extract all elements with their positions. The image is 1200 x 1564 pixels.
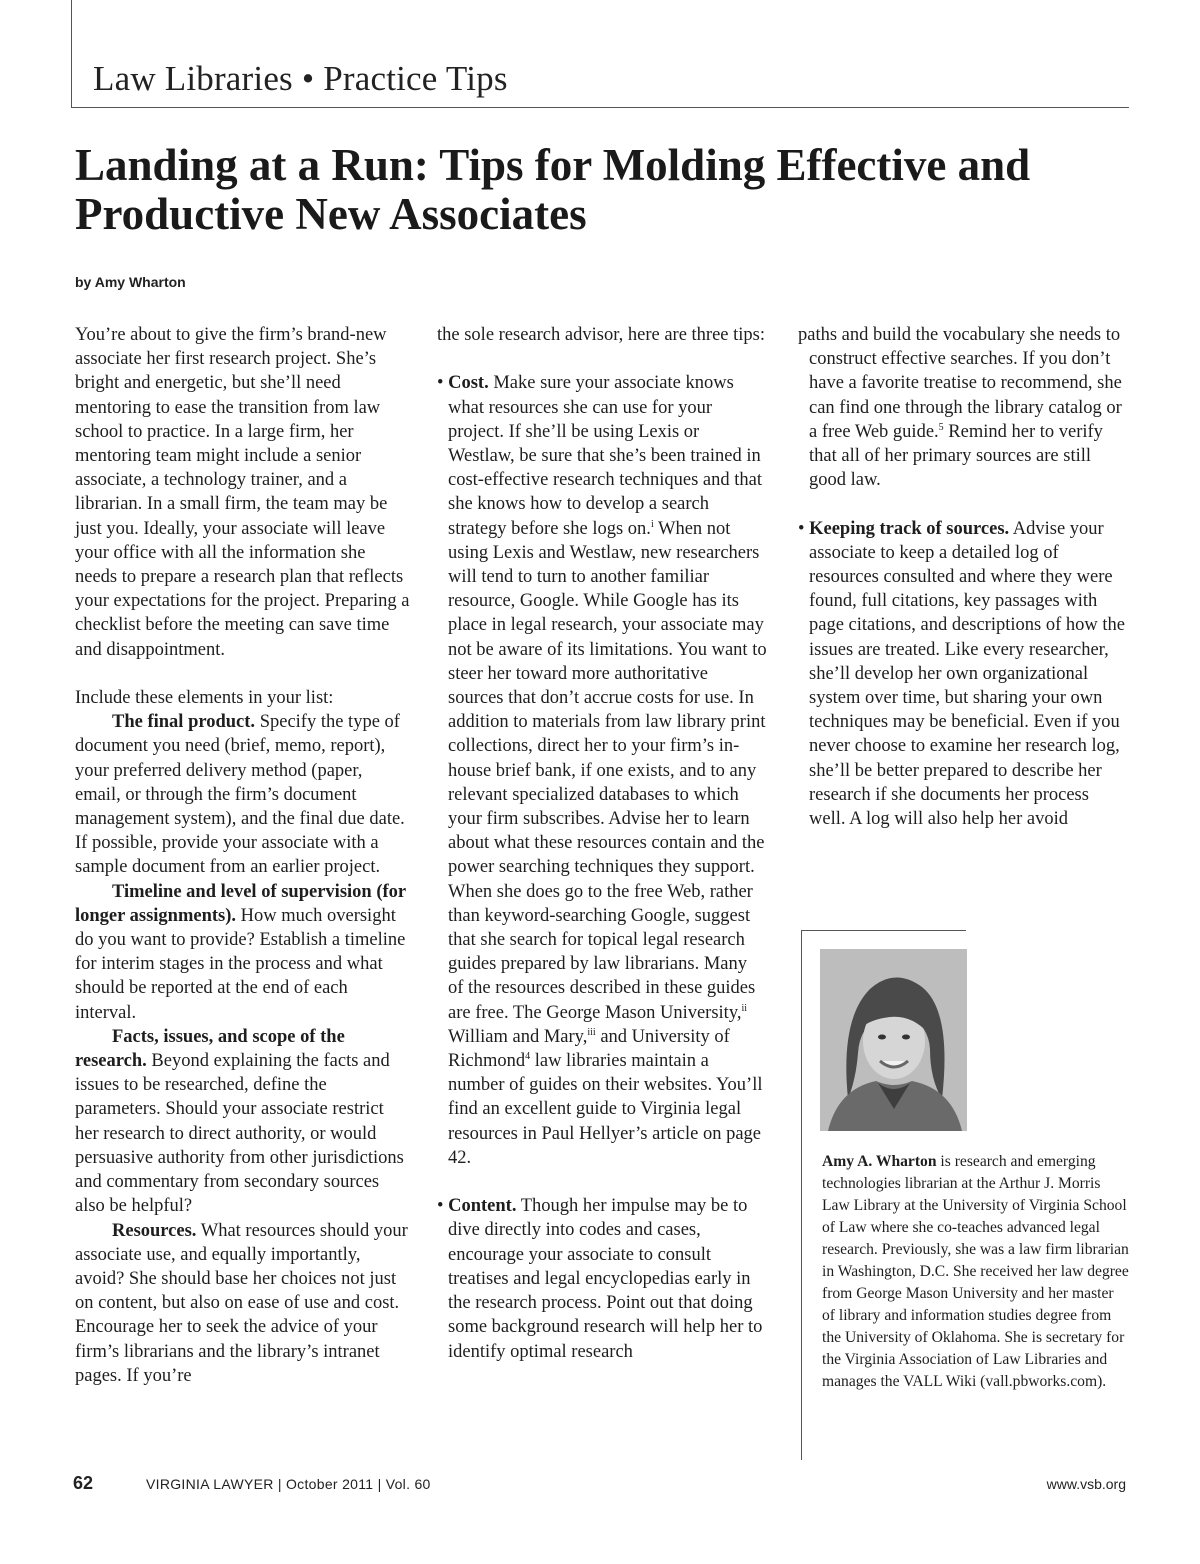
tip-heading: Content. (448, 1196, 517, 1217)
tip-text: paths and build the vocabulary she needs to construct effective searches. If you don’t have a favorite treatise to recommend, she can find one through the library catalog or a free Web guide. (798, 325, 1122, 442)
article-title: Landing at a Run: Tips for Molding Effective and Productive New Associates (75, 140, 1031, 239)
website-url: www.vsb.org (1046, 1476, 1126, 1492)
tip-keeping-track (798, 517, 1128, 832)
bio-description: is research and emerging technologies librarian at the Arthur J. Morris Law Library at the University of Virginia School of Law where she co-teaches advanced legal research. Previously, she was a law firm librarian in Washington, D.C. She received her law degree from George Mason University and her master of library and information studies degree from the University of Oklahoma. She is secretary for the Virginia Association of Law Libraries and manages the VALL Wiki (vall.pbworks.com). (822, 1153, 1129, 1390)
item-heading: The final product. (112, 712, 256, 733)
tip-text: Advise your associate to keep a detailed log of resources consulted and where they were found, full citations, key passages with page citations, and descriptions of how the issues are treated. Like every researcher, she’ll develop her own organizational system over time, but sharing your own techniques may be beneficial. Even if you never choose to examine her research log, she’ll be better prepared to describe her research if she documents her process well. A log will also help her avoid (809, 518, 1125, 830)
tip-content (437, 1194, 767, 1363)
bullet-icon: • (798, 518, 805, 539)
page-number: 62 (73, 1473, 94, 1493)
checklist-item-resources (75, 1219, 410, 1388)
publication-info: VIRGINIA LAWYER | October 2011 | Vol. 60 (146, 1476, 431, 1492)
checklist-item-timeline (75, 880, 410, 1025)
intro-paragraph: You’re about to give the firm’s brand-new associate her first research project. She’s bright and energetic, but she’ll need mentoring to ease the transition from law school to practice. In a large firm, her mentoring team might include a senior associate, a technology trainer, and a librarian. In a small firm, the team may be just you. Ideally, your associate will leave your office with all the information she needs to prepare a research plan that reflects your expectations for the project. Preparing a checklist before the meeting can save time and disappointment. (75, 325, 410, 660)
endnote-ref: 5 (938, 421, 944, 433)
list-intro: Include these elements in your list: (75, 688, 334, 709)
author-portrait-icon (820, 949, 967, 1131)
tip-text: and University of Richmond (448, 1026, 730, 1072)
item-text: Specify the type of document you need (brief, memo, report), your preferred delivery method (paper, email, or through the firm’s document management system), and the final due date. If possible, provide your associate with a sample document from an earlier project. (75, 712, 405, 878)
tip-heading: Cost. (448, 373, 489, 394)
item-text: What resources should your associate use, and equally importantly, avoid? She should base her choices not just on content, but also on ease of use and cost. Encourage her to seek the advice of your firm’s librarians and the library’s intranet pages. If you’re (75, 1220, 408, 1386)
tip-text: Make sure your associate knows what resources she can use for your project. If she’ll be using Lexis or Westlaw, be sure that she’s been trained in cost-effective research techniques and that she knows how to develop a search strategy before she logs on. (448, 373, 763, 539)
item-text: How much oversight do you want to provide? Establish a timeline for interim stages in the process and what should be reported at the end of each interval. (75, 905, 406, 1023)
bullet-icon: • (437, 373, 444, 394)
tip-text: When not using Lexis and Westlaw, new researchers will tend to turn to another familiar resource, Google. While Google has its place in legal research, your associate may not be aware of its limitations. You want to steer her toward more authoritative sources that don’t accrue costs for use. In addition to materials from law library print collections, direct her to your firm’s in-house brief bank, if one exists, and to any relevant specialized databases to which your firm subscribes. Advise her to learn about what these resources contain and the power searching techniques they support. When she does go to the free Web, rather than keyword-searching Google, suggest that she search for topical legal research guides prepared by law librarians. Many of the resources described in these guides are free. The George Mason University, (448, 518, 767, 1023)
column-1 (75, 323, 410, 1388)
tip-text: Remind her to verify that all of her primary sources are still good law. (809, 421, 1103, 491)
section-label: Law Libraries • Practice Tips (93, 59, 508, 98)
tip-text: law libraries maintain a number of guides on their websites. You’ll find an excellent guide to Virginia legal resources in Paul Hellyer’s article on page 42. (448, 1051, 763, 1168)
checklist-item-scope (75, 1025, 410, 1219)
checklist-item-final-product (75, 710, 410, 879)
tip-text: William and Mary, (448, 1026, 588, 1047)
tips-intro: the sole research advisor, here are three tips: (437, 325, 765, 345)
author-photo (820, 949, 967, 1131)
bio-text (822, 1151, 1130, 1393)
bio-rule-horizontal (801, 930, 966, 931)
byline: by Amy Wharton (75, 274, 186, 290)
item-heading: Resources. (112, 1220, 197, 1241)
column-2 (437, 323, 767, 1364)
tip-text: Though her impulse may be to dive directly into codes and cases, encourage your associate to consult treatises and legal encyclopedias early in the research process. Point out that doing some background research will help her to identify optimal research (448, 1196, 763, 1362)
endnote-ref: 4 (525, 1051, 531, 1063)
author-bio-box (801, 930, 1131, 1460)
endnote-ref: i (650, 518, 654, 530)
endnote-ref: ii (741, 1002, 748, 1014)
endnote-ref: iii (587, 1026, 596, 1038)
bio-rule-vertical (801, 930, 802, 1460)
tip-heading: Keeping track of sources. (809, 518, 1010, 539)
item-heading: Facts, issues, and scope of the research. (75, 1026, 345, 1072)
tip-cost (437, 371, 767, 1170)
header-rule-horizontal (71, 107, 1129, 108)
item-text: Beyond explaining the facts and issues to be researched, define the parameters. Should your associate restrict her research to direct authority, or would persuasive authority from other jurisdictions and commentary from secondary sources also be helpful? (75, 1051, 404, 1217)
tip-content-continued (798, 323, 1128, 492)
column-3 (798, 323, 1128, 831)
bio-name: Amy A. Wharton (822, 1153, 937, 1170)
page-footer (0, 1473, 1200, 1503)
header-rule-vertical (71, 0, 72, 108)
item-heading: Timeline and level of supervision (for longer assignments). (75, 881, 406, 926)
bullet-icon: • (437, 1196, 444, 1217)
